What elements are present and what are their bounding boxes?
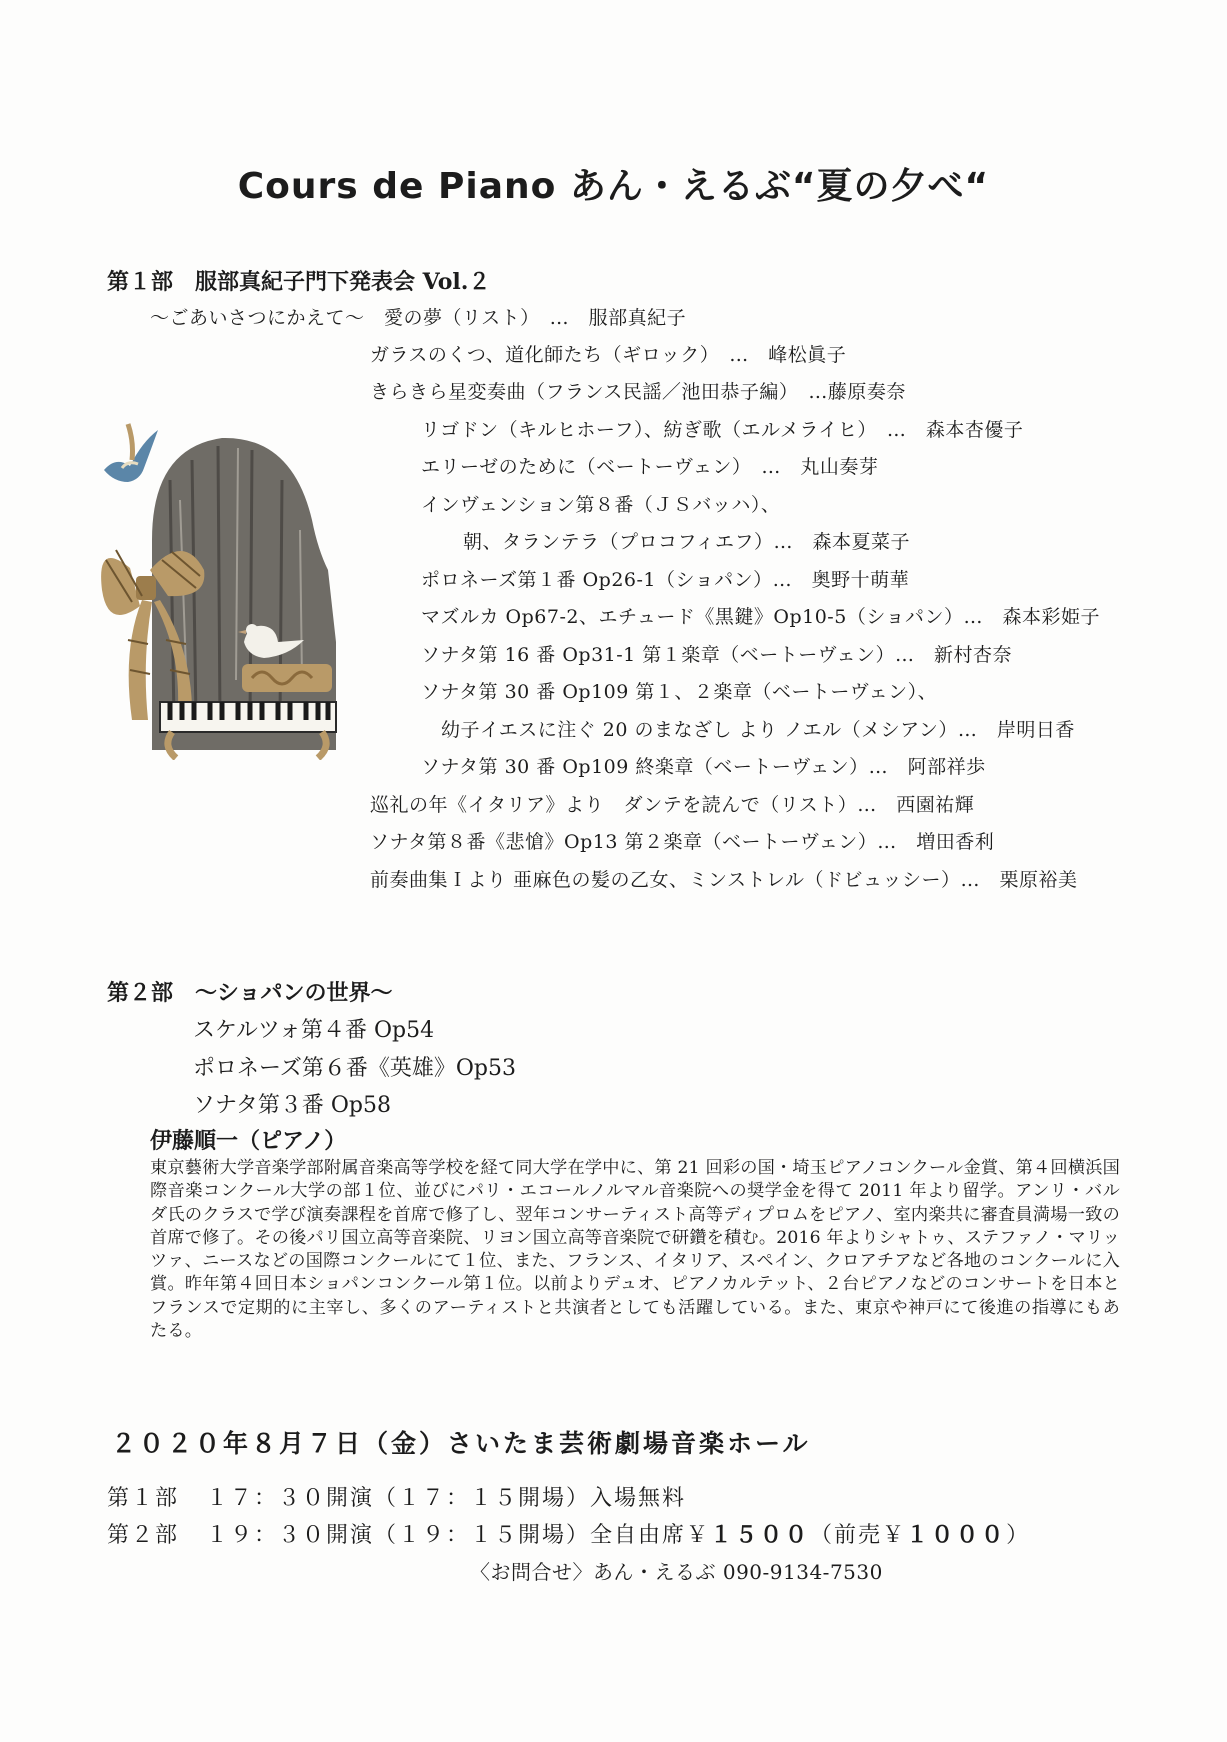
schedule-time: １９：３０開演（１９：１５開場） xyxy=(206,1523,591,1548)
program-item: ソナタ第８番《悲愴》Op13 第２楽章（ベートーヴェン）… 増田香利 xyxy=(370,831,995,853)
ticket-price: １５００ xyxy=(710,1523,811,1548)
advance-label: （前売￥ xyxy=(810,1523,907,1548)
program-item: ガラスのくつ、道化師たち（ギロック） … 峰松眞子 xyxy=(370,344,847,366)
program-item: インヴェンション第８番（ＪＳバッハ）、 xyxy=(421,494,781,516)
program-item: 巡礼の年《イタリア》より ダンテを読んで（リスト）… 西園祐輝 xyxy=(370,794,975,816)
chopin-piece: ポロネーズ第６番《英雄》Op53 xyxy=(193,1056,517,1081)
program-item: 前奏曲集Ｉより 亜麻色の髪の乙女、ミンストレル（ドビュッシー）… 栗原裕美 xyxy=(370,869,1078,891)
schedule-part: 第１部 xyxy=(107,1486,180,1511)
program-item: ポロネーズ第１番 Op26-1（ショパン）… 奥野十萌華 xyxy=(421,569,910,591)
program-item: きらきら星変奏曲（フランス民謡／池田恭子編） …藤原奏奈 xyxy=(370,381,906,403)
schedule-fee: 入場無料 xyxy=(590,1486,687,1511)
event-date-venue: ２０２０年８月７日（金）さいたま芸術劇場音楽ホール xyxy=(111,1429,811,1458)
schedule-time: １７：３０開演（１７：１５開場） xyxy=(206,1486,591,1511)
chopin-piece: ソナタ第３番 Op58 xyxy=(193,1093,392,1118)
contact-info: 〈お問合せ〉あん・えるぶ 090-9134-7530 xyxy=(470,1560,883,1584)
part1-greeting: ～ごあいさつにかえて～ 愛の夢（リスト） … 服部真紀子 xyxy=(150,307,687,329)
program-item: リゴドン（キルヒホーフ）、紡ぎ歌（エルメライヒ） … 森本杏優子 xyxy=(421,419,1024,441)
part2-heading: 第２部 ～ショパンの世界～ xyxy=(107,980,393,1006)
schedule-part: 第２部 xyxy=(107,1523,180,1548)
pianist-biography: 東京藝術大学音楽学部附属音楽高等学校を経て同大学在学中に、第 21 回彩の国・埼玉ピアノコンクール金賞、第４回横浜国際音楽コンクール大学の部１位、並びにパリ・エコールノルマル音楽院への奨学金を得て 2011 年より留学。アンリ・バルダ氏のクラスで学び演奏課程を首席で修了し、翌年コンサーティスト高等ディプロムをピアノ、室内楽共に審査員満場一致の首席で修了。その後パリ国立高等音楽院、リヨン国立高等音楽院で研鑽を積む。2016 年よりシャトゥ、ステファノ・マリッツァ、ニースなどの国際コンクールにて１位、また、フランス、イタリア、スペイン、クロアチアなど各地のコンクールに入賞。昨年第４回日本ショパンコンクール第１位。以前よりデュオ、ピアノカルテット、２台ピアノなどのコンサートを日本とフランスで定期的に主宰し、多くのアーティストと共演者としても活躍している。また、東京や神戸にて後進の指導にもあたる。 xyxy=(150,1158,1120,1342)
pianist-name: 伊藤順一（ピアノ） xyxy=(150,1128,347,1154)
program-item: ソナタ第 30 番 Op109 第１、２楽章（ベートーヴェン）、 xyxy=(421,681,938,703)
schedule-fee: 全自由席￥ xyxy=(590,1523,711,1548)
program-item: ソナタ第 16 番 Op31-1 第１楽章（ベートーヴェン）… 新村杏奈 xyxy=(421,644,1013,666)
program-item: マズルカ Op67-2、エチュード《黒鍵》Op10-5（ショパン）… 森本彩姫子 xyxy=(421,606,1100,628)
program-item: 幼子イエスに注ぐ 20 のまなざし より ノエル（メシアン）… 岸明日香 xyxy=(441,719,1075,741)
program-item: 朝、タランテラ（プロコフィエフ）… 森本夏菜子 xyxy=(463,531,910,553)
piano-illustration xyxy=(92,420,342,760)
part1-heading: 第１部 服部真紀子門下発表会 Vol.２ xyxy=(107,269,491,295)
advance-price: １０００ xyxy=(906,1523,1007,1548)
chopin-piece: スケルツォ第４番 Op54 xyxy=(193,1018,435,1043)
schedule-row: 第２部 １９：３０開演（１９：１５開場）全自由席￥１５００（前売￥１０００） xyxy=(107,1523,1031,1548)
page-title: Cours de Piano あん・えるぶ“夏の夕べ“ xyxy=(237,166,990,207)
bird-icon xyxy=(104,424,158,482)
schedule-row xyxy=(107,1481,686,1512)
program-item: ソナタ第 30 番 Op109 終楽章（ベートーヴェン）… 阿部祥歩 xyxy=(421,756,986,778)
program-item: エリーゼのために（ベートーヴェン） … 丸山奏芽 xyxy=(421,456,879,478)
